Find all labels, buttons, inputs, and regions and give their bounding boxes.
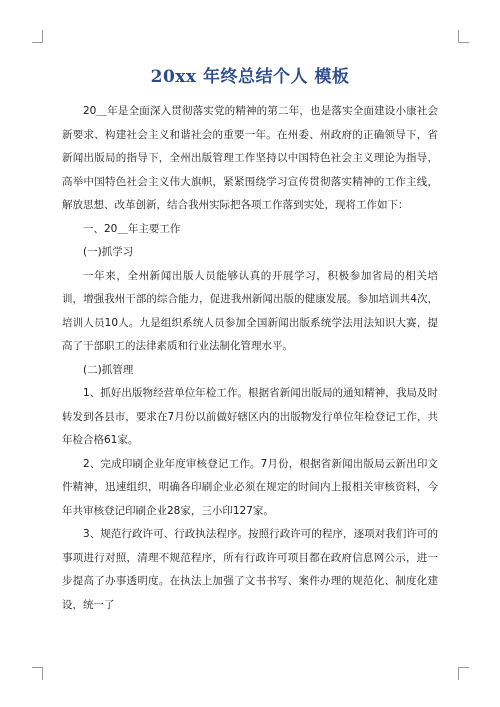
document-title: 20xx 年终总结个人 模板 — [150, 67, 350, 87]
intro-paragraph: 20＿年是全面深入贯彻落实党的精神的第二年，也是落实全面建设小康社会新要求、构建社会主义和谐社会的重要一年。在州委、州政府的正确领导下，省新闻出版局的指导下，全州出版管理工作坚持以中国特色社会主义理论为指导，高举中国特色社会主义伟大旗帜，紧紧围绕学习宣传贯彻落实精神的工作主线，解放思想、改革创新，结合我州实际把各项工作落到实处，现将工作如下： — [62, 105, 438, 211]
study-paragraph: 一年来，全州新闻出版人员能够认真的开展学习，积极参加省局的相关培训，增强我州干部的综合能力，促进我州新闻出版的健康发展。参加培训共4次，培训人员10人。九是组织系统人员参加全国新闻出版系统学法用法知识大赛，提高了干部职工的法律素质和行业法制化管理水平。 — [62, 269, 438, 352]
management-item-1: 1、抓好出版物经营单位年检工作。根据省新闻出版局的通知精神，我局及时转发到各县市，要求在7月份以前做好辖区内的出版物发行单位年检登记工作，共年检合格61家。 — [62, 387, 438, 446]
subsection-heading-management: (二)抓管理 — [83, 363, 134, 376]
page-corner-mark-bottom-left — [32, 667, 43, 680]
section-heading-main-work: 一、20＿年主要工作 — [83, 222, 181, 235]
subsection-heading-study: (一)抓学习 — [83, 246, 134, 258]
document-body — [62, 100, 438, 617]
page-corner-mark-bottom-right — [458, 667, 469, 680]
management-item-2: 2、完成印刷企业年度审核登记工作。7月份，根据省新闻出版局云新出印文件精神，迅速组织，明确各印刷企业必须在规定的时间内上报相关审核资料，今年共审核登记印刷企业28家，三小印127家。 — [62, 457, 438, 517]
management-item-3: 3、规范行政许可、行政执法程序。按照行政许可的程序，逐项对我们许可的事项进行对照，清理不规范程序，所有行政许可项目都在政府信息网公示，进一步提高了办事透明度。在执法上加强了文书书写、案件办理的规范化、制度化建设，统一了 — [62, 528, 438, 611]
page-corner-mark-top-right — [458, 30, 469, 43]
page-corner-mark-top-left — [32, 30, 43, 43]
